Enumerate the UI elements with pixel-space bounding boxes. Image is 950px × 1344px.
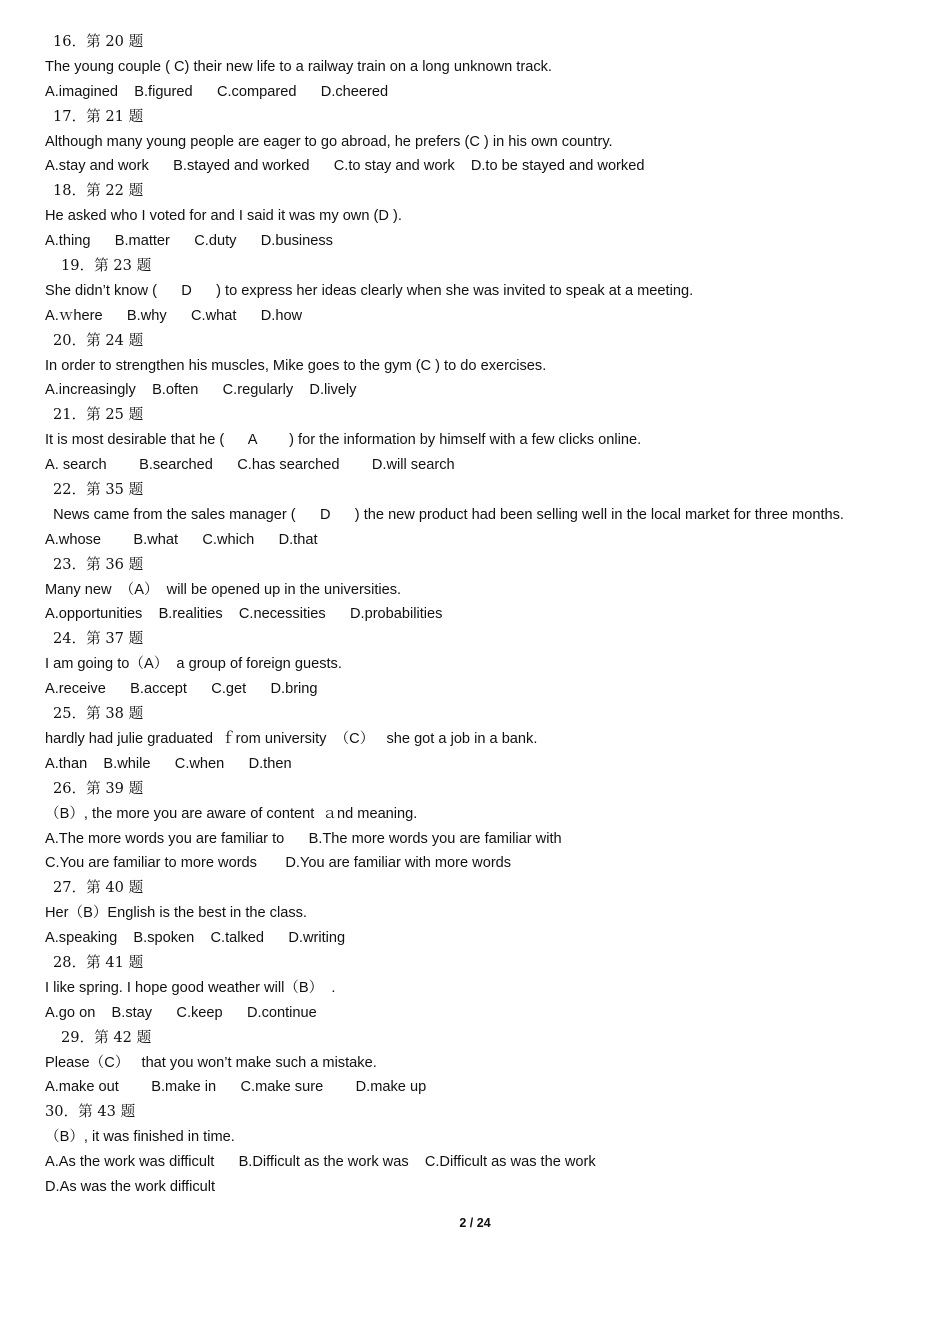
question-stem: （B）, it was finished in time.	[45, 1129, 235, 1146]
question-header: 18．第 22 题	[53, 182, 144, 200]
question-stem: I am going to（A） a group of foreign guests.	[45, 656, 342, 673]
page-number-footer	[0, 1216, 950, 1230]
question-stem: （B）, the more you are aware of content ａnd meaning.	[45, 805, 418, 822]
question-header: 28．第 41 题	[53, 953, 144, 971]
question-header: 16．第 20 题	[53, 33, 144, 50]
question-header: 26．第 39 题	[53, 779, 144, 797]
question-header: 22．第 35 题	[53, 481, 144, 499]
question-options: A.receive B.accept C.get D.bring	[45, 681, 318, 698]
question-stem: The young couple ( C) their new life to a railway train on a long unknown track.	[45, 58, 552, 75]
question-options: A.increasingly B.often C.regularly D.lively	[45, 382, 357, 399]
question-header: 27．第 40 题	[53, 879, 144, 897]
question-options: A.stay and work B.stayed and worked C.to stay and work D.to be stayed and worked	[45, 158, 645, 175]
question-options: A.thing B.matter C.duty D.business	[45, 233, 333, 250]
question-stem: I like spring. I hope good weather will（B） .	[45, 979, 336, 996]
question-options: A.As the work was difficult B.Difficult as the work was C.Difficult as was the work	[45, 1154, 596, 1171]
question-stem: Many new （A） will be opened up in the universities.	[45, 581, 402, 598]
question-header: 20．第 24 题	[53, 331, 144, 349]
question-options: D.As was the work difficult	[45, 1178, 216, 1195]
question-options: C.You are familiar to more words D.You are familiar with more words	[45, 855, 512, 872]
question-stem: It is most desirable that he ( A ) for the information by himself with a few clicks online.	[45, 432, 642, 449]
question-header: 24．第 37 题	[53, 630, 144, 648]
question-stem: hardly had julie graduated ｆrom university （C） she got a job in a bank.	[45, 730, 538, 747]
page-separator: /	[469, 1216, 474, 1230]
question-stem: News came from the sales manager ( D ) the new product had been selling well in the local market for three months.	[45, 506, 844, 523]
question-options: A.imagined B.figured C.compared D.cheered	[45, 83, 389, 100]
question-stem: In order to strengthen his muscles, Mike goes to the gym (C ) to do exercises.	[45, 357, 547, 374]
question-stem: She didn’t know ( D ) to express her ideas clearly when she was invited to speak at a meeting.	[45, 282, 694, 299]
question-options: A.than B.while C.when D.then	[45, 755, 292, 772]
current-page: 2	[459, 1216, 467, 1230]
question-header: 30．第 43 题	[45, 1103, 136, 1121]
question-header: 25．第 38 题	[53, 705, 144, 723]
question-stem: He asked who I voted for and I said it was my own (D ).	[45, 208, 402, 225]
question-options: A.opportunities B.realities C.necessities D.probabilities	[45, 606, 443, 623]
total-pages: 24	[476, 1216, 491, 1230]
question-header: 17．第 21 题	[53, 107, 144, 125]
question-header: 29．第 42 题	[61, 1028, 152, 1046]
question-header: 19．第 23 题	[61, 257, 152, 275]
question-stem: Although many young people are eager to go abroad, he prefers (C ) in his own country.	[45, 133, 613, 150]
question-options: A. search B.searched C.has searched D.will search	[45, 457, 455, 474]
question-options: A.go on B.stay C.keep D.continue	[45, 1004, 317, 1021]
question-options: A.make out B.make in C.make sure D.make up	[45, 1079, 427, 1096]
question-options: A.ｗhere B.why C.what D.how	[45, 307, 303, 324]
question-options: A.speaking B.spoken C.talked D.writing	[45, 930, 346, 947]
question-options: A.whose B.what C.which D.that	[45, 531, 318, 548]
question-list	[45, 30, 925, 1200]
question-stem: Please（C） that you won’t make such a mistake.	[45, 1054, 377, 1071]
question-options: A.The more words you are familiar to B.The more words you are familiar with	[45, 830, 562, 847]
question-stem: Her（B）English is the best in the class.	[45, 905, 307, 922]
question-header: 21．第 25 题	[53, 406, 144, 424]
question-header: 23．第 36 题	[53, 555, 144, 573]
